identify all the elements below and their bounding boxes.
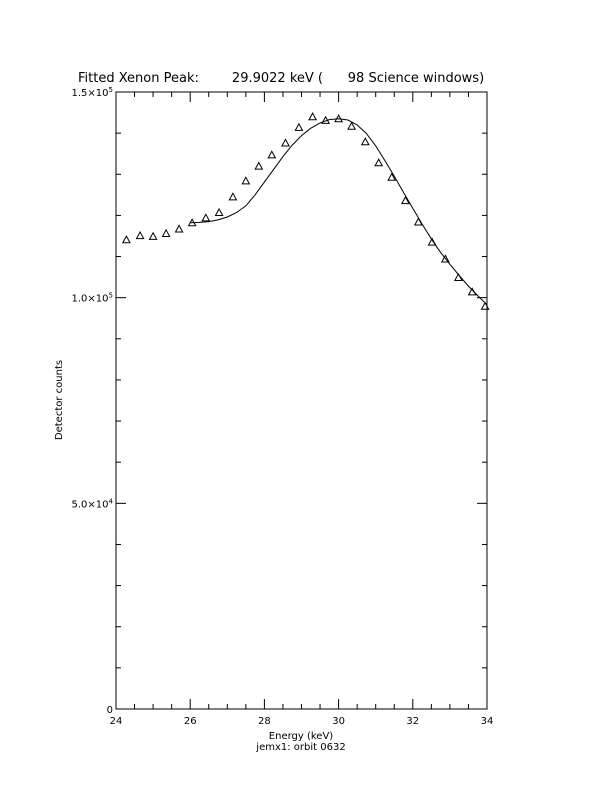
- x-tick-labels: [110, 716, 494, 727]
- title-windows: 98 Science windows): [347, 71, 485, 86]
- data-point-triangle: [362, 138, 369, 145]
- data-point-triangle: [123, 236, 130, 243]
- y-tick-label: $5.0\times 10^4$: [71, 497, 113, 511]
- footer-label: jemx1: orbit 0632: [256, 742, 346, 753]
- data-point-triangle: [255, 163, 262, 170]
- x-tick-label: 32: [406, 716, 420, 727]
- data-point-triangle: [268, 151, 275, 158]
- data-point-triangle: [482, 303, 489, 310]
- y-tick-label: $1.5\times 10^5$: [71, 86, 113, 99]
- data-point-triangle: [309, 113, 316, 120]
- x-tick-label: 24: [109, 716, 123, 727]
- data-point-triangle: [216, 209, 223, 216]
- fit-curve: [190, 119, 487, 305]
- y-tick-label: 0: [106, 705, 113, 716]
- data-points: [123, 113, 489, 309]
- y-axis-label: Detector counts: [54, 359, 65, 441]
- x-tick-label: 28: [258, 716, 271, 727]
- data-point-triangle: [469, 288, 476, 295]
- y-tick-labels: [72, 86, 114, 716]
- data-point-triangle: [202, 214, 209, 221]
- data-point-triangle: [150, 233, 157, 240]
- fit-curve-group: [190, 119, 487, 305]
- title-label: Fitted Xenon Peak:: [78, 71, 199, 86]
- data-point-triangle: [137, 232, 144, 239]
- plot-frame: [116, 92, 487, 709]
- data-point-triangle: [163, 230, 170, 237]
- data-point-triangle: [429, 239, 436, 246]
- data-point-triangle: [242, 177, 249, 184]
- x-tick-label: 34: [480, 716, 494, 727]
- axis-ticks: [116, 92, 487, 709]
- x-axis-label: Energy (keV): [268, 731, 334, 742]
- data-point-triangle: [295, 124, 302, 131]
- title-energy: 29.9022 keV (: [231, 71, 323, 86]
- y-tick-label: $1.0\times 10^5$: [71, 291, 113, 305]
- x-tick-label: 30: [332, 716, 345, 727]
- data-point-triangle: [282, 139, 289, 146]
- x-tick-label: 26: [183, 716, 197, 727]
- data-point-triangle: [229, 193, 236, 200]
- data-point-triangle: [176, 225, 183, 232]
- data-point-triangle: [375, 159, 382, 166]
